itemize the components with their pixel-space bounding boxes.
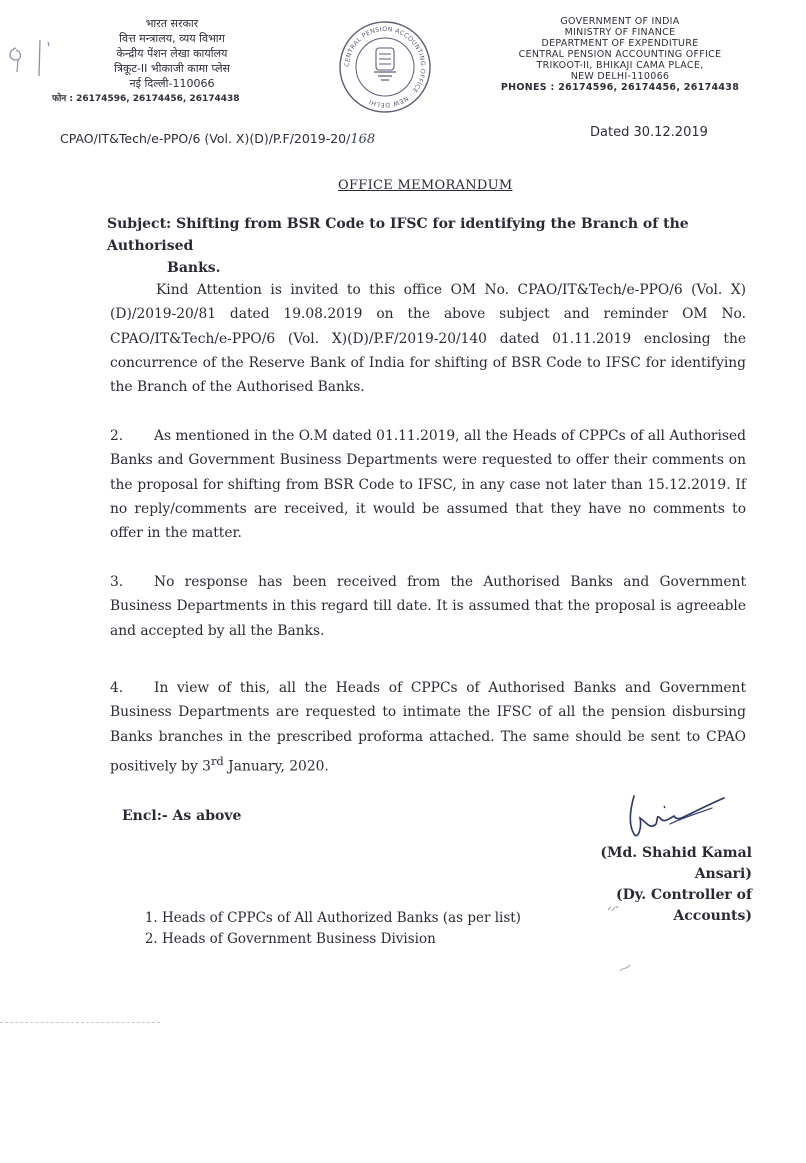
- paragraph-text-end: January, 2020.: [223, 758, 329, 775]
- english-phone: PHONES : 26174596, 26174456, 26174438: [500, 82, 740, 93]
- hindi-line: त्रिकूट-II भीकाजी कामा प्लेस: [114, 62, 230, 75]
- subject-line-2: Banks.: [167, 260, 221, 276]
- english-line: MINISTRY OF FINANCE: [564, 27, 676, 38]
- reference-text: CPAO/IT&Tech/e-PPO/6 (Vol. X)(D)/P.F/2019-20/: [60, 131, 351, 146]
- paragraph-text: In view of this, all the Heads of CPPCs of Authorised Banks and Government Business Departments are requested to intimate the IFSC of all the pension disbursing Banks branches in the prescribed proforma attached. The same should be sent to CPAO positively by 3: [110, 680, 746, 775]
- hindi-line: वित्त मन्त्रालय, व्यय विभाग: [119, 32, 225, 45]
- pen-mark: [606, 904, 620, 914]
- hindi-line: भारत सरकार: [145, 17, 199, 30]
- signatory-designation: (Dy. Controller of Accounts): [615, 887, 752, 924]
- paragraph-3: [110, 570, 746, 643]
- paragraph-text: No response has been received from the Authorised Banks and Government Business Departments in this regard till date. It is assumed that the proposal is agreeable and accepted by all the Banks.: [110, 574, 746, 639]
- recipient-item: 1. Heads of CPPCs of All Authorized Banks (as per list): [162, 908, 521, 929]
- hindi-line: केन्द्रीय पेंशन लेखा कार्यालय: [116, 47, 228, 60]
- memo-title: OFFICE MEMORANDUM: [338, 178, 513, 193]
- hindi-letterhead: [52, 16, 292, 107]
- emblem-ring-text: CENTRAL PENSION ACCOUNTING OFFICE · NEW DELHI: [343, 25, 427, 109]
- recipients-list: [140, 908, 521, 950]
- hindi-line: नई दिल्ली-110066: [129, 77, 215, 90]
- english-letterhead: [470, 16, 770, 93]
- paragraph-2: [110, 424, 746, 545]
- hindi-phone: फोन : 26174596, 26174456, 26174438: [52, 94, 240, 104]
- handwritten-signature: [612, 788, 736, 848]
- paragraph-text: As mentioned in the O.M dated 01.11.2019, all the Heads of CPPCs of all Authorised Banks and Government Business Departments were requested to offer their comments on the proposal for shifting from BSR Code to IFSC, in any case not later than 15.12.2019. If no reply/comments are received, it would be assumed that they have no comments to offer in the matter.: [110, 428, 746, 542]
- enclosure-note: Encl:- As above: [122, 808, 242, 824]
- paragraph-1: [110, 278, 746, 399]
- english-line: GOVERNMENT OF INDIA: [560, 16, 680, 27]
- memo-date: Dated 30.12.2019: [590, 125, 708, 140]
- paragraph-text: Kind Attention is invited to this office OM No. CPAO/IT&Tech/e-PPO/6 (Vol. X)(D)/2019-20/81 dated 19.08.2019 on the above subject and reminder OM No. CPAO/IT&Tech/e-PPO/6 (Vol. X)(D)/P.F/2019-20/140 dated 01.11.2019 enclosing the concurrence of the Reserve Bank of India for shifting of BSR Code to IFSC for identifying the Branch of the Authorised Banks.: [110, 282, 746, 396]
- english-line: NEW DELHI-110066: [570, 71, 670, 82]
- english-line: CENTRAL PENSION ACCOUNTING OFFICE: [518, 49, 722, 60]
- subject-line-1: Subject: Shifting from BSR Code to IFSC for identifying the Branch of the Authorised: [107, 216, 689, 254]
- subject: [107, 213, 737, 279]
- paragraph-number: 3.: [110, 574, 124, 590]
- signatory-block: [540, 843, 752, 927]
- reference-number: [60, 131, 375, 147]
- paragraph-4: [110, 676, 746, 779]
- paragraph-number: 4.: [110, 680, 124, 696]
- cpao-emblem-seal-icon: [338, 20, 432, 114]
- scan-edge-line: [0, 1022, 160, 1024]
- handwritten-reference-suffix: 168: [350, 132, 376, 147]
- signatory-name: (Md. Shahid Kamal Ansari): [600, 845, 752, 882]
- paragraph-number: 2.: [110, 428, 124, 444]
- ordinal-suffix: rd: [210, 753, 224, 768]
- recipient-item: 2. Heads of Government Business Division: [162, 929, 521, 950]
- english-line: TRIKOOT-II, BHIKAJI CAMA PLACE,: [536, 60, 704, 71]
- pen-mark: [618, 962, 634, 974]
- english-line: DEPARTMENT OF EXPENDITURE: [541, 38, 699, 49]
